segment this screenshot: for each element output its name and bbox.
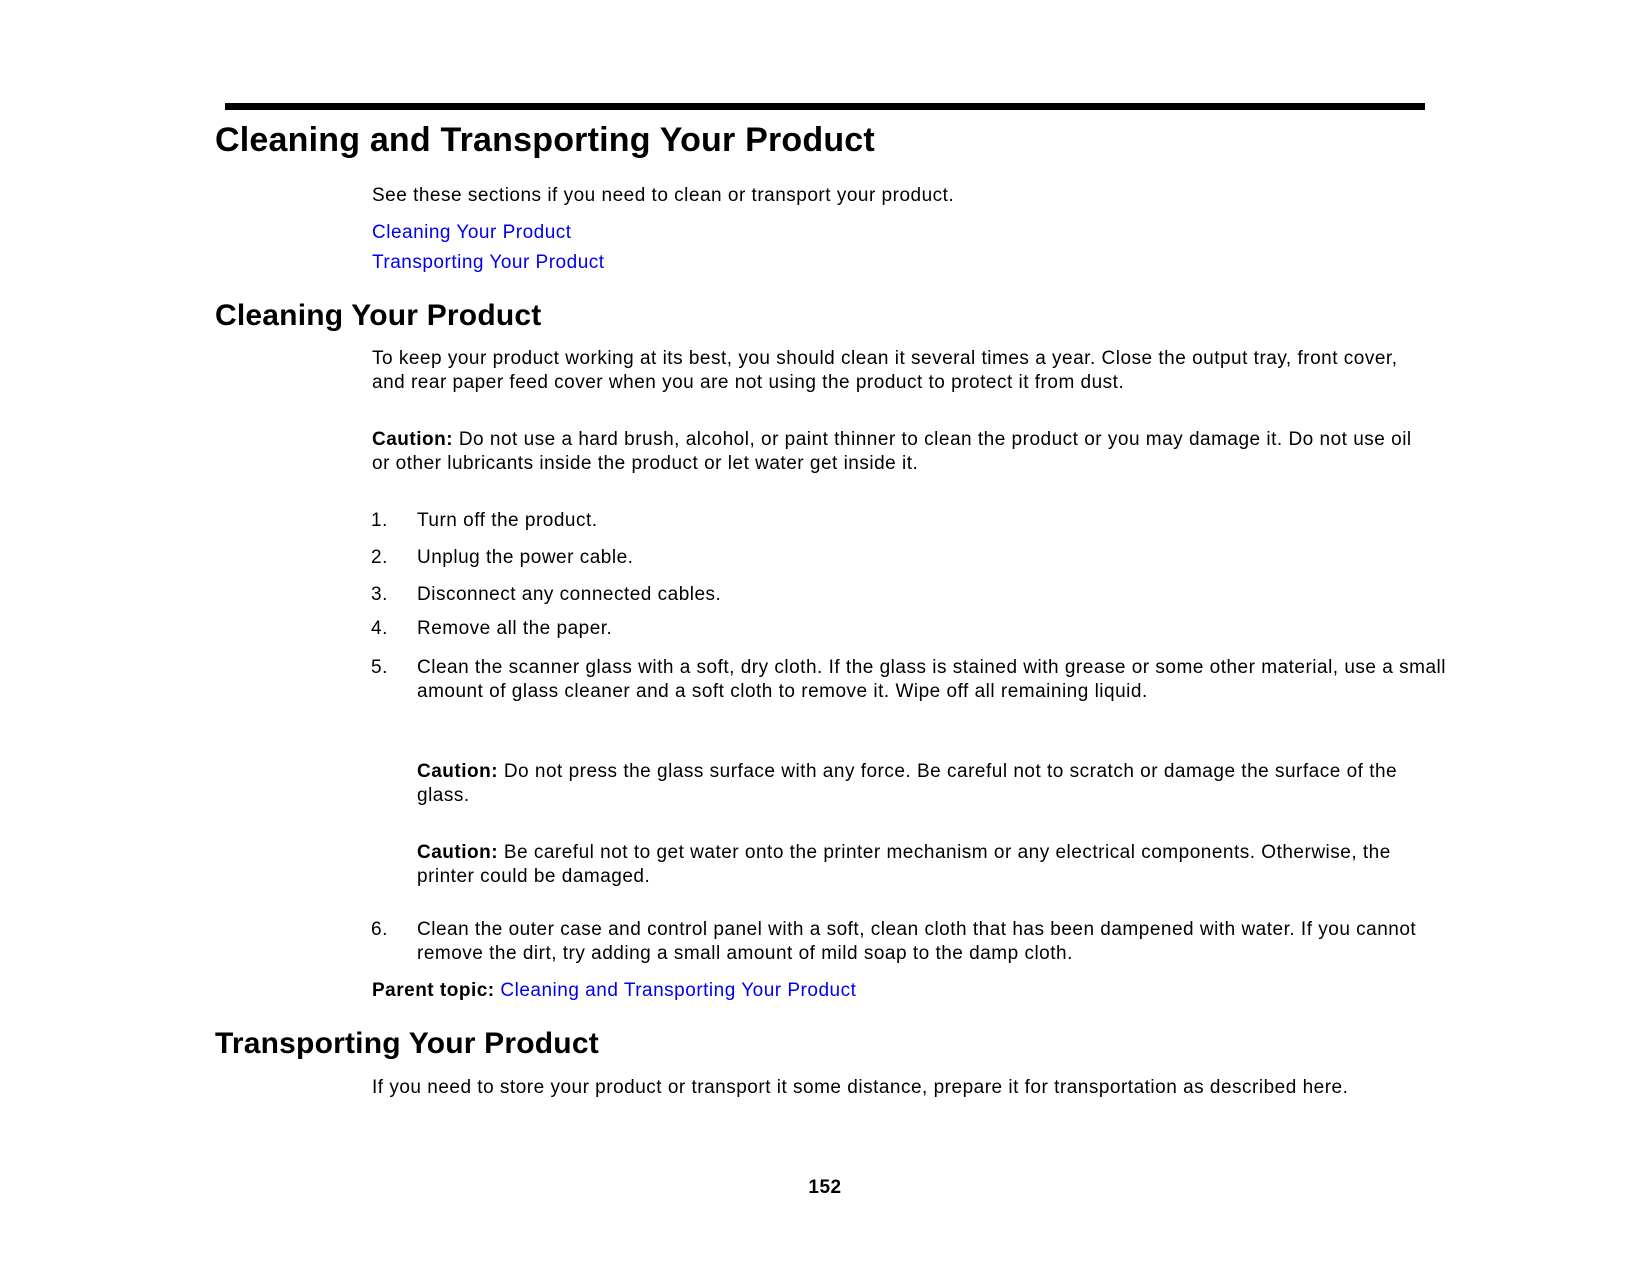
list-item-text: Clean the scanner glass with a soft, dry cloth. If the glass is stained with grease or some other material, use a small amount of glass cleaner and a soft cloth to remove it. Wipe off all remaining liquid. <box>417 657 1446 702</box>
section-title-cleaning: Cleaning Your Product <box>215 299 542 332</box>
list-item-5 <box>371 656 1447 704</box>
list-item-2 <box>371 546 1447 570</box>
link-cleaning-your-product[interactable]: Cleaning Your Product <box>372 222 572 243</box>
step5-caution-1 <box>417 760 1427 808</box>
list-item-text: Unplug the power cable. <box>417 547 634 568</box>
transporting-intro-paragraph: If you need to store your product or transport it some distance, prepare it for transportation as described here. <box>372 1077 1349 1098</box>
list-item-number: 1. <box>371 510 388 531</box>
caution-label: Caution: <box>417 761 499 782</box>
caution-label: Caution: <box>372 429 454 450</box>
list-item-text: Remove all the paper. <box>417 618 613 639</box>
caution-text: Do not use a hard brush, alcohol, or paint thinner to clean the product or you may damage it. Do not use oil or other lubricants inside the product or let water get inside it. <box>372 429 1412 474</box>
chapter-intro: See these sections if you need to clean or transport your product. <box>372 185 955 206</box>
page-number: 152 <box>808 1177 842 1198</box>
list-item-number: 5. <box>371 657 388 678</box>
list-item-4 <box>371 617 1447 641</box>
toc-link-cleaning[interactable] <box>372 221 572 245</box>
link-transporting-your-product[interactable]: Transporting Your Product <box>372 252 605 273</box>
list-item-text: Turn off the product. <box>417 510 598 531</box>
caution-label: Caution: <box>417 842 499 863</box>
parent-topic-row <box>372 979 856 1003</box>
list-item-text: Disconnect any connected cables. <box>417 584 722 605</box>
list-item-3 <box>371 583 1447 607</box>
list-item-6 <box>371 918 1447 966</box>
list-item-number: 4. <box>371 618 388 639</box>
caution-text: Be careful not to get water onto the printer mechanism or any electrical components. Otherwise, the printer could be damaged. <box>417 842 1391 887</box>
parent-topic-label: Parent topic: <box>372 980 495 1001</box>
toc-link-transporting[interactable] <box>372 251 605 275</box>
link-parent-topic[interactable]: Cleaning and Transporting Your Product <box>500 980 857 1001</box>
chapter-divider-rule <box>225 103 1425 110</box>
list-item-number: 2. <box>371 547 388 568</box>
list-item-text: Clean the outer case and control panel with a soft, clean cloth that has been dampened with water. If you cannot remove the dirt, try adding a small amount of mild soap to the damp cloth. <box>417 919 1417 964</box>
list-item-1 <box>371 509 1447 533</box>
list-item-number: 3. <box>371 584 388 605</box>
cleaning-intro-paragraph: To keep your product working at its best, you should clean it several times a year. Close the output tray, front cover, and rear paper feed cover when you are not using the product to protect it from dust. <box>372 348 1398 393</box>
step5-caution-2 <box>417 841 1427 889</box>
cleaning-caution-paragraph <box>372 428 1417 476</box>
caution-text: Do not press the glass surface with any force. Be careful not to scratch or damage the surface of the glass. <box>417 761 1398 806</box>
chapter-title: Cleaning and Transporting Your Product <box>215 121 875 159</box>
section-title-transporting: Transporting Your Product <box>215 1027 599 1060</box>
list-item-number: 6. <box>371 919 388 940</box>
